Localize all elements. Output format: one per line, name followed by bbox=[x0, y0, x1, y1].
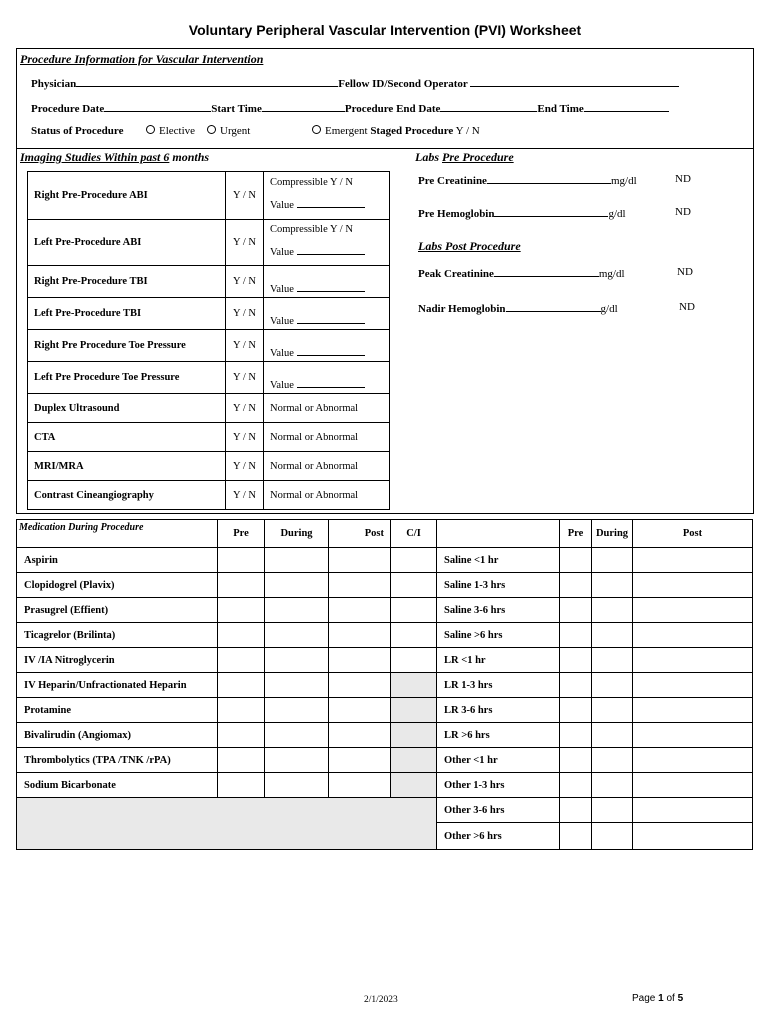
fluid-cell[interactable] bbox=[633, 698, 753, 723]
table-row bbox=[17, 598, 753, 623]
page-prefix: Page bbox=[632, 993, 656, 1004]
imaging-yn[interactable]: Y / N bbox=[226, 330, 264, 362]
value-label: Value bbox=[270, 247, 294, 258]
med-label: Prasugrel (Effient) bbox=[17, 598, 218, 623]
med-cell[interactable] bbox=[329, 573, 391, 598]
footer-date: 2/1/2023 bbox=[364, 995, 398, 1005]
fluid-label: Saline >6 hrs bbox=[437, 623, 560, 648]
med-cell[interactable] bbox=[329, 773, 391, 798]
date-row bbox=[31, 101, 669, 115]
medication-table bbox=[16, 519, 753, 850]
emergent-label: Emergent bbox=[325, 125, 368, 137]
elective-radio-icon[interactable] bbox=[146, 125, 155, 134]
fluid-cell[interactable] bbox=[592, 798, 633, 823]
imaging-yn[interactable]: Y / N bbox=[226, 172, 264, 220]
medication-heading: Medication During Procedure bbox=[17, 520, 218, 548]
med-cell[interactable] bbox=[265, 723, 329, 748]
pre-hemoglobin-row bbox=[418, 206, 626, 220]
med-label: Bivalirudin (Angiomax) bbox=[17, 723, 218, 748]
med-cell-disabled bbox=[391, 698, 437, 723]
med-cell[interactable] bbox=[265, 548, 329, 573]
labs-post-heading: Labs Post Procedure bbox=[418, 239, 521, 253]
fluid-label: Saline <1 hr bbox=[437, 548, 560, 573]
fluid-cell[interactable] bbox=[633, 773, 753, 798]
med-cell[interactable] bbox=[265, 673, 329, 698]
col-pre-2: Pre bbox=[560, 520, 592, 548]
table-row bbox=[28, 452, 390, 481]
fluid-label: LR 3-6 hrs bbox=[437, 698, 560, 723]
med-label: Clopidogrel (Plavix) bbox=[17, 573, 218, 598]
med-label: Protamine bbox=[17, 698, 218, 723]
med-cell[interactable] bbox=[265, 623, 329, 648]
fluid-cell[interactable] bbox=[592, 548, 633, 573]
table-row bbox=[17, 798, 753, 823]
normal-abnormal[interactable]: Normal or Abnormal bbox=[264, 423, 390, 452]
start-time-label: Start Time bbox=[211, 103, 262, 115]
imaging-heading bbox=[20, 150, 209, 165]
med-cell[interactable] bbox=[265, 748, 329, 773]
fluid-label: LR >6 hrs bbox=[437, 723, 560, 748]
fluid-cell[interactable] bbox=[633, 598, 753, 623]
page-num: 1 bbox=[658, 993, 664, 1004]
imaging-row-label: MRI/MRA bbox=[28, 452, 226, 481]
col-post-2: Post bbox=[633, 520, 753, 548]
table-row bbox=[17, 520, 753, 548]
table-row bbox=[17, 648, 753, 673]
fluid-label: LR 1-3 hrs bbox=[437, 673, 560, 698]
mgdl-unit: mg/dl bbox=[610, 175, 637, 187]
imaging-row-label: CTA bbox=[28, 423, 226, 452]
imaging-table bbox=[27, 171, 390, 510]
col-pre: Pre bbox=[218, 520, 265, 548]
normal-abnormal[interactable]: Normal or Abnormal bbox=[264, 481, 390, 510]
med-label: Aspirin bbox=[17, 548, 218, 573]
physician-label: Physician bbox=[31, 78, 77, 90]
procedure-heading: Procedure Information for Vascular Intervention bbox=[20, 52, 264, 66]
nd-label[interactable]: ND bbox=[679, 301, 695, 313]
fluid-label: Saline 3-6 hrs bbox=[437, 598, 560, 623]
med-cell[interactable] bbox=[391, 598, 437, 623]
imaging-yn[interactable]: Y / N bbox=[226, 481, 264, 510]
med-cell[interactable] bbox=[265, 598, 329, 623]
table-row bbox=[17, 748, 753, 773]
col-during-2: During bbox=[592, 520, 633, 548]
normal-abnormal[interactable]: Normal or Abnormal bbox=[264, 394, 390, 423]
fluid-cell[interactable] bbox=[633, 573, 753, 598]
imaging-yn[interactable]: Y / N bbox=[226, 394, 264, 423]
gdl-unit: g/dl bbox=[608, 208, 626, 220]
table-row bbox=[17, 773, 753, 798]
normal-abnormal[interactable]: Normal or Abnormal bbox=[264, 452, 390, 481]
fluid-cell[interactable] bbox=[560, 598, 592, 623]
fluid-label: LR <1 hr bbox=[437, 648, 560, 673]
fluid-cell[interactable] bbox=[592, 598, 633, 623]
pre-hemoglobin-field[interactable] bbox=[494, 206, 608, 217]
procedure-date-field[interactable] bbox=[104, 101, 211, 112]
mgdl-unit: mg/dl bbox=[598, 268, 625, 280]
imaging-yn[interactable]: Y / N bbox=[226, 266, 264, 298]
med-cell[interactable] bbox=[329, 748, 391, 773]
end-time-field[interactable] bbox=[584, 101, 669, 112]
fluid-cell[interactable] bbox=[592, 673, 633, 698]
pre-hemoglobin-label: Pre Hemoglobin bbox=[418, 208, 495, 220]
fluid-cell[interactable] bbox=[560, 648, 592, 673]
table-row bbox=[28, 298, 390, 330]
fluid-cell[interactable] bbox=[592, 723, 633, 748]
fluid-cell[interactable] bbox=[560, 723, 592, 748]
fluid-cell[interactable] bbox=[592, 573, 633, 598]
page-of: of bbox=[666, 993, 675, 1004]
pre-creatinine-row bbox=[418, 173, 637, 187]
urgent-label: Urgent bbox=[220, 125, 251, 137]
imaging-yn[interactable]: Y / N bbox=[226, 423, 264, 452]
table-row bbox=[28, 220, 390, 266]
med-cell[interactable] bbox=[391, 623, 437, 648]
nadir-hemoglobin-row bbox=[418, 301, 618, 315]
value-label: Value bbox=[270, 284, 294, 295]
imaging-row-label: Right Pre-Procedure TBI bbox=[28, 266, 226, 298]
table-row bbox=[17, 573, 753, 598]
med-cell-disabled bbox=[391, 723, 437, 748]
imaging-heading-months: months bbox=[172, 150, 210, 164]
med-cell[interactable] bbox=[329, 623, 391, 648]
med-label: IV /IA Nitroglycerin bbox=[17, 648, 218, 673]
med-cell[interactable] bbox=[329, 548, 391, 573]
table-row bbox=[28, 266, 390, 298]
urgent-radio-icon[interactable] bbox=[207, 125, 216, 134]
med-cell[interactable] bbox=[329, 598, 391, 623]
med-cell[interactable] bbox=[218, 573, 265, 598]
imaging-yn[interactable]: Y / N bbox=[226, 220, 264, 266]
nd-label[interactable]: ND bbox=[675, 206, 691, 218]
table-row bbox=[28, 172, 390, 220]
med-cell[interactable] bbox=[265, 573, 329, 598]
pre-creatinine-label: Pre Creatinine bbox=[418, 175, 487, 187]
fluid-cell[interactable] bbox=[560, 823, 592, 850]
med-label: Thrombolytics (TPA /TNK /rPA) bbox=[17, 748, 218, 773]
fluid-cell[interactable] bbox=[592, 773, 633, 798]
table-row bbox=[28, 423, 390, 452]
fluid-cell[interactable] bbox=[560, 748, 592, 773]
med-cell[interactable] bbox=[218, 723, 265, 748]
nd-label[interactable]: ND bbox=[675, 173, 691, 185]
fluid-label: Other >6 hrs bbox=[437, 823, 560, 850]
fluid-header-blank bbox=[437, 520, 560, 548]
med-cell[interactable] bbox=[218, 623, 265, 648]
value-field[interactable] bbox=[297, 346, 365, 356]
col-post: Post bbox=[329, 520, 391, 548]
fluid-cell[interactable] bbox=[633, 673, 753, 698]
med-cell[interactable] bbox=[391, 548, 437, 573]
table-row bbox=[28, 362, 390, 394]
staged-yn[interactable]: Y / N bbox=[455, 125, 480, 137]
imaging-heading-text: Imaging Studies Within past 6 bbox=[20, 150, 170, 164]
physician-field[interactable] bbox=[76, 76, 338, 87]
compressible-label[interactable]: Compressible Y / N bbox=[270, 177, 353, 188]
fluid-cell[interactable] bbox=[592, 823, 633, 850]
nadir-hemoglobin-field[interactable] bbox=[506, 301, 601, 312]
med-label: IV Heparin/Unfractionated Heparin bbox=[17, 673, 218, 698]
end-time-label: End Time bbox=[537, 103, 584, 115]
imaging-yn[interactable]: Y / N bbox=[226, 298, 264, 330]
fluid-cell[interactable] bbox=[560, 573, 592, 598]
value-label: Value bbox=[270, 316, 294, 327]
imaging-row-label: Right Pre-Procedure ABI bbox=[28, 172, 226, 220]
med-cell[interactable] bbox=[218, 598, 265, 623]
fluid-label: Saline 1-3 hrs bbox=[437, 573, 560, 598]
value-field[interactable] bbox=[297, 198, 365, 208]
peak-creatinine-row bbox=[418, 266, 625, 280]
imaging-row-label: Left Pre-Procedure ABI bbox=[28, 220, 226, 266]
med-cell[interactable] bbox=[391, 648, 437, 673]
end-date-label: Procedure End Date bbox=[344, 103, 441, 115]
table-row bbox=[17, 623, 753, 648]
fluid-cell[interactable] bbox=[560, 673, 592, 698]
med-cell[interactable] bbox=[218, 673, 265, 698]
table-row bbox=[28, 330, 390, 362]
table-row bbox=[17, 698, 753, 723]
fluid-cell[interactable] bbox=[592, 623, 633, 648]
gdl-unit: g/dl bbox=[600, 303, 618, 315]
peak-creatinine-field[interactable] bbox=[494, 266, 599, 277]
labs-pre-heading-b: Pre Procedure bbox=[442, 150, 514, 164]
med-cell[interactable] bbox=[391, 573, 437, 598]
med-label: Ticagrelor (Brilinta) bbox=[17, 623, 218, 648]
med-cell[interactable] bbox=[265, 698, 329, 723]
med-cell[interactable] bbox=[329, 723, 391, 748]
page-total: 5 bbox=[677, 993, 684, 1004]
fluid-cell[interactable] bbox=[560, 698, 592, 723]
fluid-cell[interactable] bbox=[633, 823, 753, 850]
table-row bbox=[17, 723, 753, 748]
fluid-cell[interactable] bbox=[560, 623, 592, 648]
fluid-cell[interactable] bbox=[592, 648, 633, 673]
fluid-cell[interactable] bbox=[560, 798, 592, 823]
med-cell[interactable] bbox=[218, 648, 265, 673]
value-field[interactable] bbox=[297, 282, 365, 292]
med-cell[interactable] bbox=[329, 673, 391, 698]
physician-row bbox=[31, 76, 679, 90]
pre-creatinine-field[interactable] bbox=[487, 173, 611, 184]
fellow-label: Fellow ID/Second Operator bbox=[338, 78, 468, 90]
imaging-yn[interactable]: Y / N bbox=[226, 362, 264, 394]
fluid-cell[interactable] bbox=[633, 798, 753, 823]
fluid-cell[interactable] bbox=[633, 723, 753, 748]
med-cell-disabled bbox=[391, 748, 437, 773]
value-field[interactable] bbox=[297, 245, 365, 255]
imaging-row-label: Right Pre Procedure Toe Pressure bbox=[28, 330, 226, 362]
table-row bbox=[28, 394, 390, 423]
fluid-cell[interactable] bbox=[633, 623, 753, 648]
med-cell[interactable] bbox=[218, 748, 265, 773]
status-label: Status of Procedure bbox=[31, 125, 124, 137]
table-row bbox=[17, 548, 753, 573]
nd-label[interactable]: ND bbox=[677, 266, 693, 278]
value-label: Value bbox=[270, 200, 294, 211]
labs-pre-heading bbox=[415, 150, 514, 165]
emergent-radio-icon[interactable] bbox=[312, 125, 321, 134]
fellow-field[interactable] bbox=[470, 76, 679, 87]
med-cell-disabled bbox=[391, 773, 437, 798]
fluid-cell[interactable] bbox=[592, 748, 633, 773]
imaging-row-label: Left Pre Procedure Toe Pressure bbox=[28, 362, 226, 394]
med-cell-disabled bbox=[391, 673, 437, 698]
compressible-label[interactable]: Compressible Y / N bbox=[270, 224, 353, 235]
table-row bbox=[17, 673, 753, 698]
med-cell[interactable] bbox=[218, 698, 265, 723]
elective-option[interactable] bbox=[146, 125, 195, 137]
imaging-row-label: Left Pre-Procedure TBI bbox=[28, 298, 226, 330]
start-time-field[interactable] bbox=[262, 101, 345, 112]
fluid-label: Other <1 hr bbox=[437, 748, 560, 773]
med-cell[interactable] bbox=[329, 648, 391, 673]
value-field[interactable] bbox=[297, 314, 365, 324]
elective-label: Elective bbox=[159, 125, 196, 137]
med-cell[interactable] bbox=[265, 648, 329, 673]
procedure-date-label: Procedure Date bbox=[31, 103, 105, 115]
fluid-cell[interactable] bbox=[633, 648, 753, 673]
med-cell[interactable] bbox=[218, 548, 265, 573]
imaging-row-label: Duplex Ultrasound bbox=[28, 394, 226, 423]
fluid-label: Other 3-6 hrs bbox=[437, 798, 560, 823]
med-cell[interactable] bbox=[265, 773, 329, 798]
imaging-row-label: Contrast Cineangiography bbox=[28, 481, 226, 510]
fluid-label: Other 1-3 hrs bbox=[437, 773, 560, 798]
staged-label: Staged Procedure bbox=[370, 125, 454, 137]
labs-pre-heading-a: Labs bbox=[415, 150, 439, 164]
col-during: During bbox=[265, 520, 329, 548]
gray-filler bbox=[17, 798, 437, 850]
med-label: Sodium Bicarbonate bbox=[17, 773, 218, 798]
urgent-option[interactable] bbox=[207, 125, 250, 137]
value-label: Value bbox=[270, 380, 294, 391]
value-label: Value bbox=[270, 348, 294, 359]
emergent-option[interactable] bbox=[312, 125, 480, 137]
page-title: Voluntary Peripheral Vascular Intervention (PVI) Worksheet bbox=[188, 22, 582, 38]
value-field[interactable] bbox=[297, 378, 365, 388]
status-row bbox=[31, 125, 123, 137]
fluid-cell[interactable] bbox=[633, 748, 753, 773]
med-cell[interactable] bbox=[329, 698, 391, 723]
nadir-hemoglobin-label: Nadir Hemoglobin bbox=[418, 303, 506, 315]
peak-creatinine-label: Peak Creatinine bbox=[418, 268, 494, 280]
fluid-cell[interactable] bbox=[592, 698, 633, 723]
fluid-cell[interactable] bbox=[560, 773, 592, 798]
fluid-cell[interactable] bbox=[560, 548, 592, 573]
imaging-yn[interactable]: Y / N bbox=[226, 452, 264, 481]
table-row bbox=[28, 481, 390, 510]
med-cell[interactable] bbox=[218, 773, 265, 798]
end-date-field[interactable] bbox=[440, 101, 537, 112]
fluid-cell[interactable] bbox=[633, 548, 753, 573]
page-number bbox=[632, 993, 683, 1004]
col-ci: C/I bbox=[391, 520, 437, 548]
